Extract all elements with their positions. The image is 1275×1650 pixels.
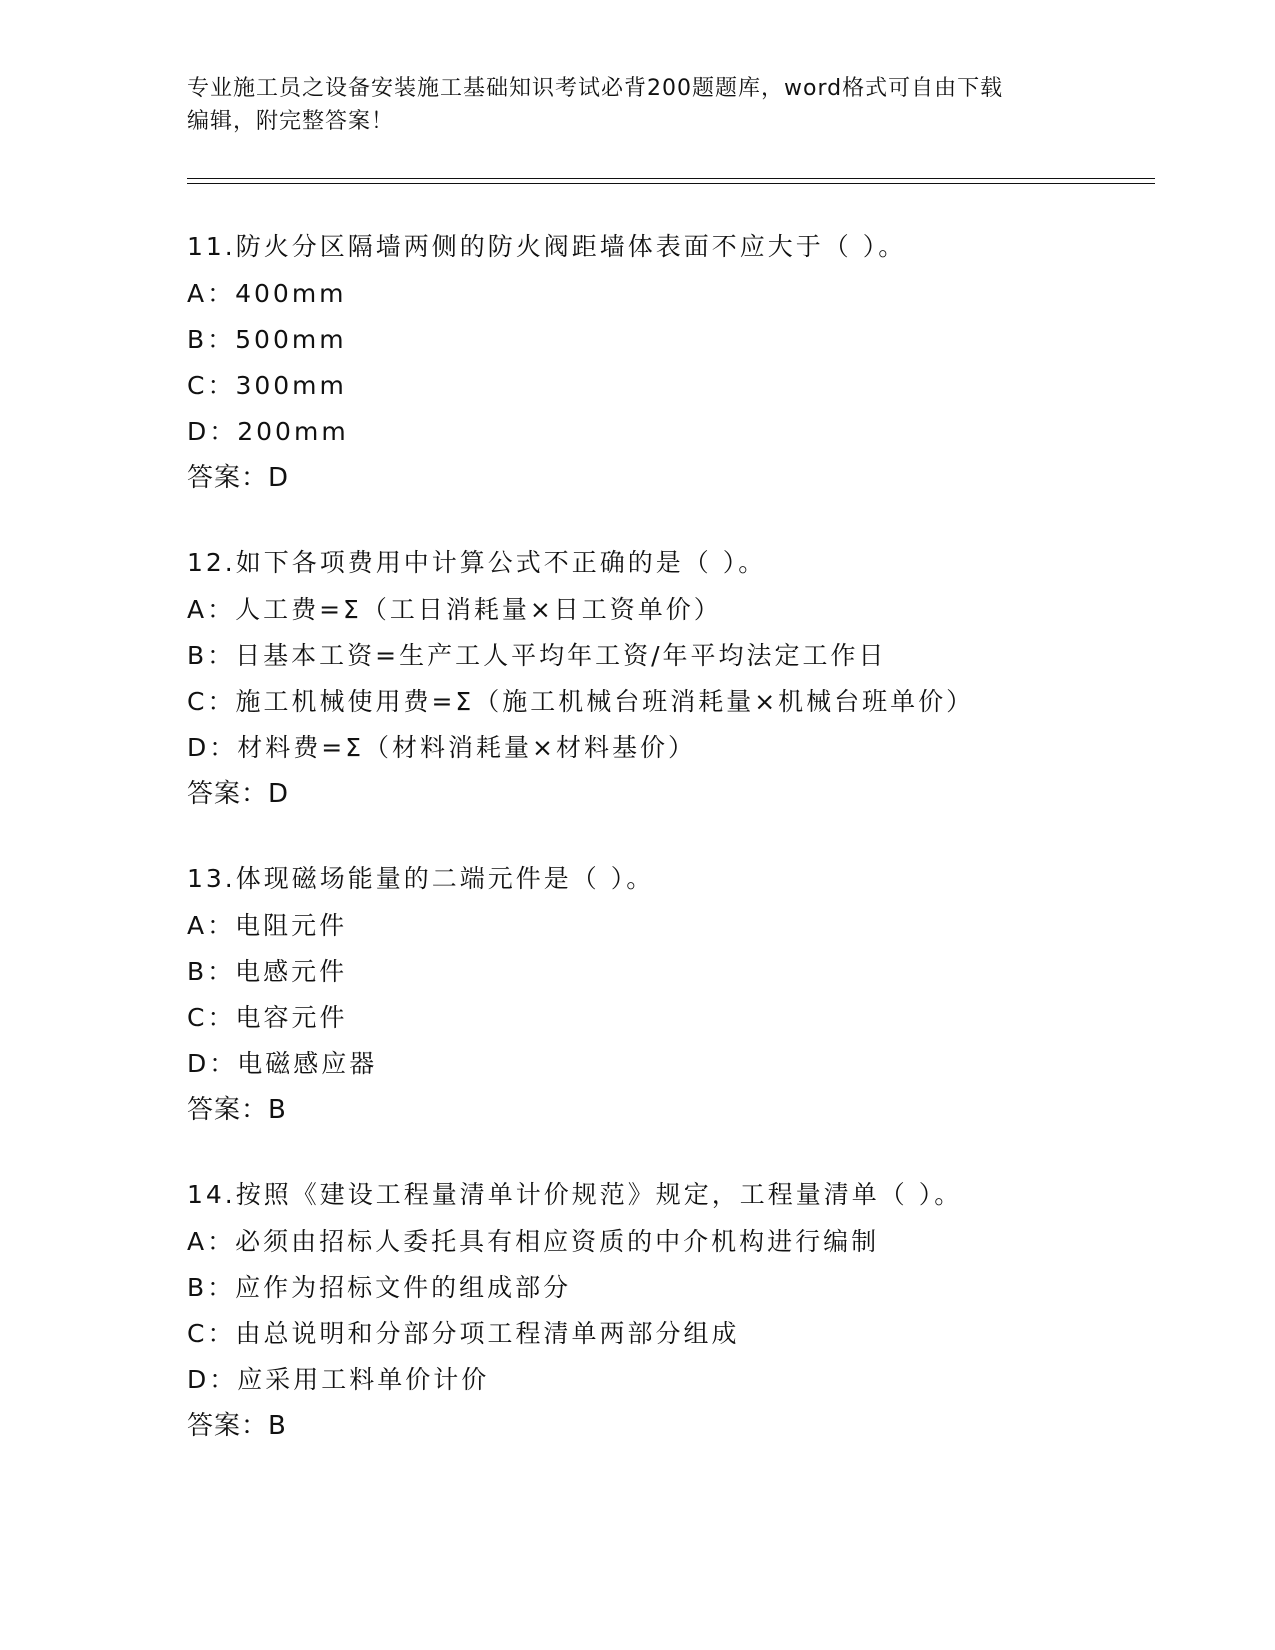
question-title: 11.防火分区隔墙两侧的防火阀距墙体表面不应大于（ ）。 [187,232,907,261]
option-a: A：人工费=Σ（工日消耗量×日工资单价） [187,595,722,624]
option-d: D：电磁感应器 [187,1049,378,1078]
option-a: A：电阻元件 [187,911,348,940]
option-c: C：300mm [187,371,347,400]
option-c: C：电容元件 [187,1003,348,1032]
option-d: D：材料费=Σ（材料消耗量×材料基价） [187,733,696,762]
option-c: C：施工机械使用费=Σ（施工机械台班消耗量×机械台班单价） [187,687,975,716]
answer: 答案：D [187,463,290,493]
document-header [187,72,1087,138]
option-c: C：由总说明和分部分项工程清单两部分组成 [187,1319,740,1348]
option-b: B：500mm [187,325,347,354]
option-d: D：200mm [187,417,349,446]
question-11 [187,223,1167,501]
option-b: B：日基本工资=生产工人平均年工资/年平均法定工作日 [187,641,887,670]
header-line-2: 编辑，附完整答案！ [187,109,395,134]
question-13 [187,855,1167,1133]
question-12 [187,539,1167,817]
answer: 答案：D [187,779,290,809]
answer: 答案：B [187,1095,287,1125]
option-b: B：应作为招标文件的组成部分 [187,1273,572,1302]
question-14 [187,1171,1167,1449]
question-title: 14.按照《建设工程量清单计价规范》规定，工程量清单（ ）。 [187,1180,963,1209]
option-a: A：400mm [187,279,347,308]
option-a: A：必须由招标人委托具有相应资质的中介机构进行编制 [187,1227,880,1256]
header-line-1: 专业施工员之设备安装施工基础知识考试必背200题题库，word格式可自由下载 [187,76,1004,101]
question-title: 12.如下各项费用中计算公式不正确的是（ ）。 [187,548,767,577]
question-title: 13.体现磁场能量的二端元件是（ ）。 [187,864,655,893]
option-d: D：应采用工料单价计价 [187,1365,490,1394]
answer: 答案：B [187,1411,287,1441]
header-divider-bottom [187,183,1155,184]
header-divider-top [187,178,1155,179]
option-b: B：电感元件 [187,957,348,986]
